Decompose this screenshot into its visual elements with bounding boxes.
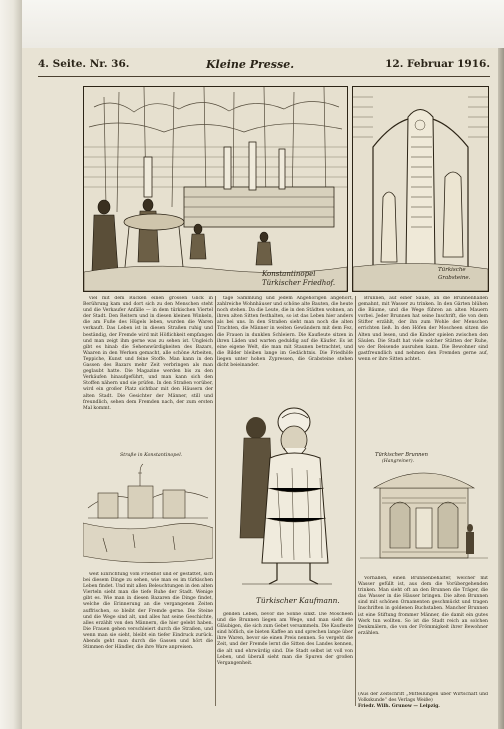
text-column-1-top	[83, 296, 213, 444]
column-divider	[215, 296, 216, 706]
illustration-cemetery	[83, 86, 348, 292]
cemetery-caption-1: Konstantinopel	[262, 270, 316, 278]
merchant-caption: Türkischer Kaufmann.	[256, 596, 340, 605]
illustration-gravestones	[352, 86, 489, 292]
issue-date: 12. Februar 1916.	[385, 58, 490, 70]
fountain-engraving	[360, 448, 488, 572]
page-edge-shadow	[498, 48, 504, 729]
text-column-2-top	[217, 296, 353, 384]
scan-margin-top	[0, 0, 504, 48]
illustration-street	[83, 448, 213, 568]
text-column-2-bottom	[217, 612, 353, 706]
source-name: Friedr. Wilh. Grunow — Leipzig.	[358, 704, 440, 710]
illustration-fountain	[360, 448, 488, 572]
cemetery-engraving	[84, 87, 347, 291]
page-header	[38, 58, 490, 76]
text-column-3-bottom	[358, 576, 488, 692]
gravestones-engraving	[353, 87, 488, 291]
merchant-engraving	[222, 388, 350, 600]
paragraph: Brunnen, auf einer Säule, an die Brunnenhallen gemahnt, mit Wasser zu trinken. In den Gärten blühen die Bäume, und die Wege führen an alten Mauern vorbei. Jeder Brunnen hat seine Inschrift, die von dem Stifter erzählt, der ihn zum Wohle der Menschen errichten ließ. In den Höfen der Moscheen sitzen die Alten und lesen, und die Kinder spielen zwischen den Säulen. Die Stadt hat viele solcher Stätten der Ruhe, wo der Reisende ausruhen kann. Die Bewohner sind gastfreundlich und nehmen den Fremden gerne auf, wenn er ihre Sitten achtet.	[358, 296, 488, 362]
street-caption: Straße in Konstantinopel.	[120, 453, 183, 458]
paragraph: weit Einrichtung vom Friedhof und er gestattet, sich bei diesem Dinge zu sehen, wie man es im türkischen Leben findet. Und mit allen Beleuchtungen in den alten Vierteln sieht man die tiefe Ruhe der Stadt. Wenige gibt es. Wie man in diesen Bazaren die Dinge findet, welche die Erinnerung an die vergangenen Zeiten auffrischen, so bleibt der Fremde gerne. Die Steine und die Wege sind alt, und alles hat seine Geschichte, alles erzählt von den Männern, die hier gelebt haben. Die Frauen gehen verschleiert durch die Straßen, und wenn man sie sieht, bleibt ein tiefer Eindruck zurück. Abends geht man durch die Gassen und hört die Stimmen der Händler, die ihre Ware anpreisen.	[83, 572, 213, 651]
fountain-caption-1: Türkischer Brunnen	[375, 452, 428, 458]
newspaper-title: Kleine Presse.	[206, 58, 295, 71]
gravestones-caption-1: Türkische	[438, 267, 466, 273]
gravestones-caption-2: Grabsteine.	[438, 275, 471, 281]
text-column-3-top	[358, 296, 488, 444]
paragraph: genden Leben, bevor die Sonne sinkt. Die Moscheen und die Brunnen liegen am Wege, und man sieht die Gläubigen, die sich zum Gebet versammeln. Die Kaufleute sind höflich, sie bieten Kaffee an und sprechen lange über ihre Waren, bevor sie einen Preis nennen. So vergeht die Zeit, und der Fremde lernt die Sitten des Landes kennen, die alt und ehrwürdig sind. Die Stadt selbst ist voll von Leben, und überall sieht man die Spuren der großen Vergangenheit.	[217, 612, 353, 666]
fountain-caption-2: (Hangreiner).	[382, 459, 414, 464]
illustration-merchant	[222, 388, 350, 600]
source-note-text: (Aus der Zeitschrift „Mitteilungen über Wirtschaft und Volkskunde“ des Verlags Weiße)	[358, 692, 488, 704]
paragraph: viel mit dem Rücken einen grossen Glick in Berührung kam und dort sich zu den Menschen steht und die Verkaufer Anfälle — in dem türkischen Viertel der Stadt. Den Reitern und in diesen kleinen Winkeln, die am Fuße des Hügels leben, wurden die Waren verkauft. Das Leben ist in diesen Straßen ruhig und beständig, der Fremde wird mit Höflichkeit empfangen und man zeigt ihm gerne was zu sehen ist. Ungleich gibt es hinab die Sehenswürdigkeiten des Bazars, Waaren in den Werken gemacht, alle schöne Arbeiten, Teppiche, Kunst und feine Stoffe. Man kann in den Gassen des Bazars mehr Zeit verbringen als man geglaubt hatte. Die Magazine werden bis zu den Verkäufen hinaufgeführt, und man kann sich den Stoffen nähern und sie prüfen. In den Straßen vorüber, wird ein großer Platz sichtbar mit den Häusern der alten Stadt. Die Gesichter der Männer, still und freundlich, sehen dem Fremden nach, der zum ersten Mal kommt.	[83, 296, 213, 411]
street-sketch	[83, 448, 213, 568]
column-divider	[355, 296, 356, 706]
page-number: 4. Seite. Nr. 36.	[38, 58, 130, 70]
paragraph: täge Sammlung und jedem Angehörigen angehört, zahlreiche Wohnhäuser und schöne alte Bauten, die heute noch stehen. Da die Leute, die in den Städten wohnen, an ihren alten Sitten festhalten, so ist das Leben hier anders als bei uns. In den Straßen sieht man noch die alten Trachten, die Männer in weiten Gewändern mit dem Fez, die Frauen in dunklen Schleiern. Die Kaufleute sitzen in ihren Läden und warten geduldig auf die Käufer. Es ist eine eigene Welt, die man mit Staunen betrachtet, und die Bilder bleiben lange im Gedächtnis. Die Friedhöfe liegen unter hohen Zypressen, die Grabsteine stehen dicht beieinander.	[217, 296, 353, 369]
source-note	[358, 692, 488, 712]
cemetery-caption-2: Türkischer Friedhof.	[262, 279, 336, 287]
paragraph: Vorhallen, einen Brunnenbehälter, welcher mit Wasser gefüllt ist, aus dem die Vorübergehenden trinken. Man sieht oft an den Brunnen die Träger, die das Wasser in die Häuser bringen. Die alten Brunnen sind mit schönen Ornamenten geschmückt und tragen Inschriften in goldenen Buchstaben. Mancher Brunnen ist eine Stiftung frommer Männer, die damit ein gutes Werk tun wollten. So ist die Stadt reich an solchen Denkmälern, die von der Frömmigkeit ihrer Bewohner erzählen.	[358, 576, 488, 636]
scan-margin-left	[0, 0, 22, 729]
text-column-1-bottom	[83, 572, 213, 706]
header-rule	[38, 76, 490, 77]
